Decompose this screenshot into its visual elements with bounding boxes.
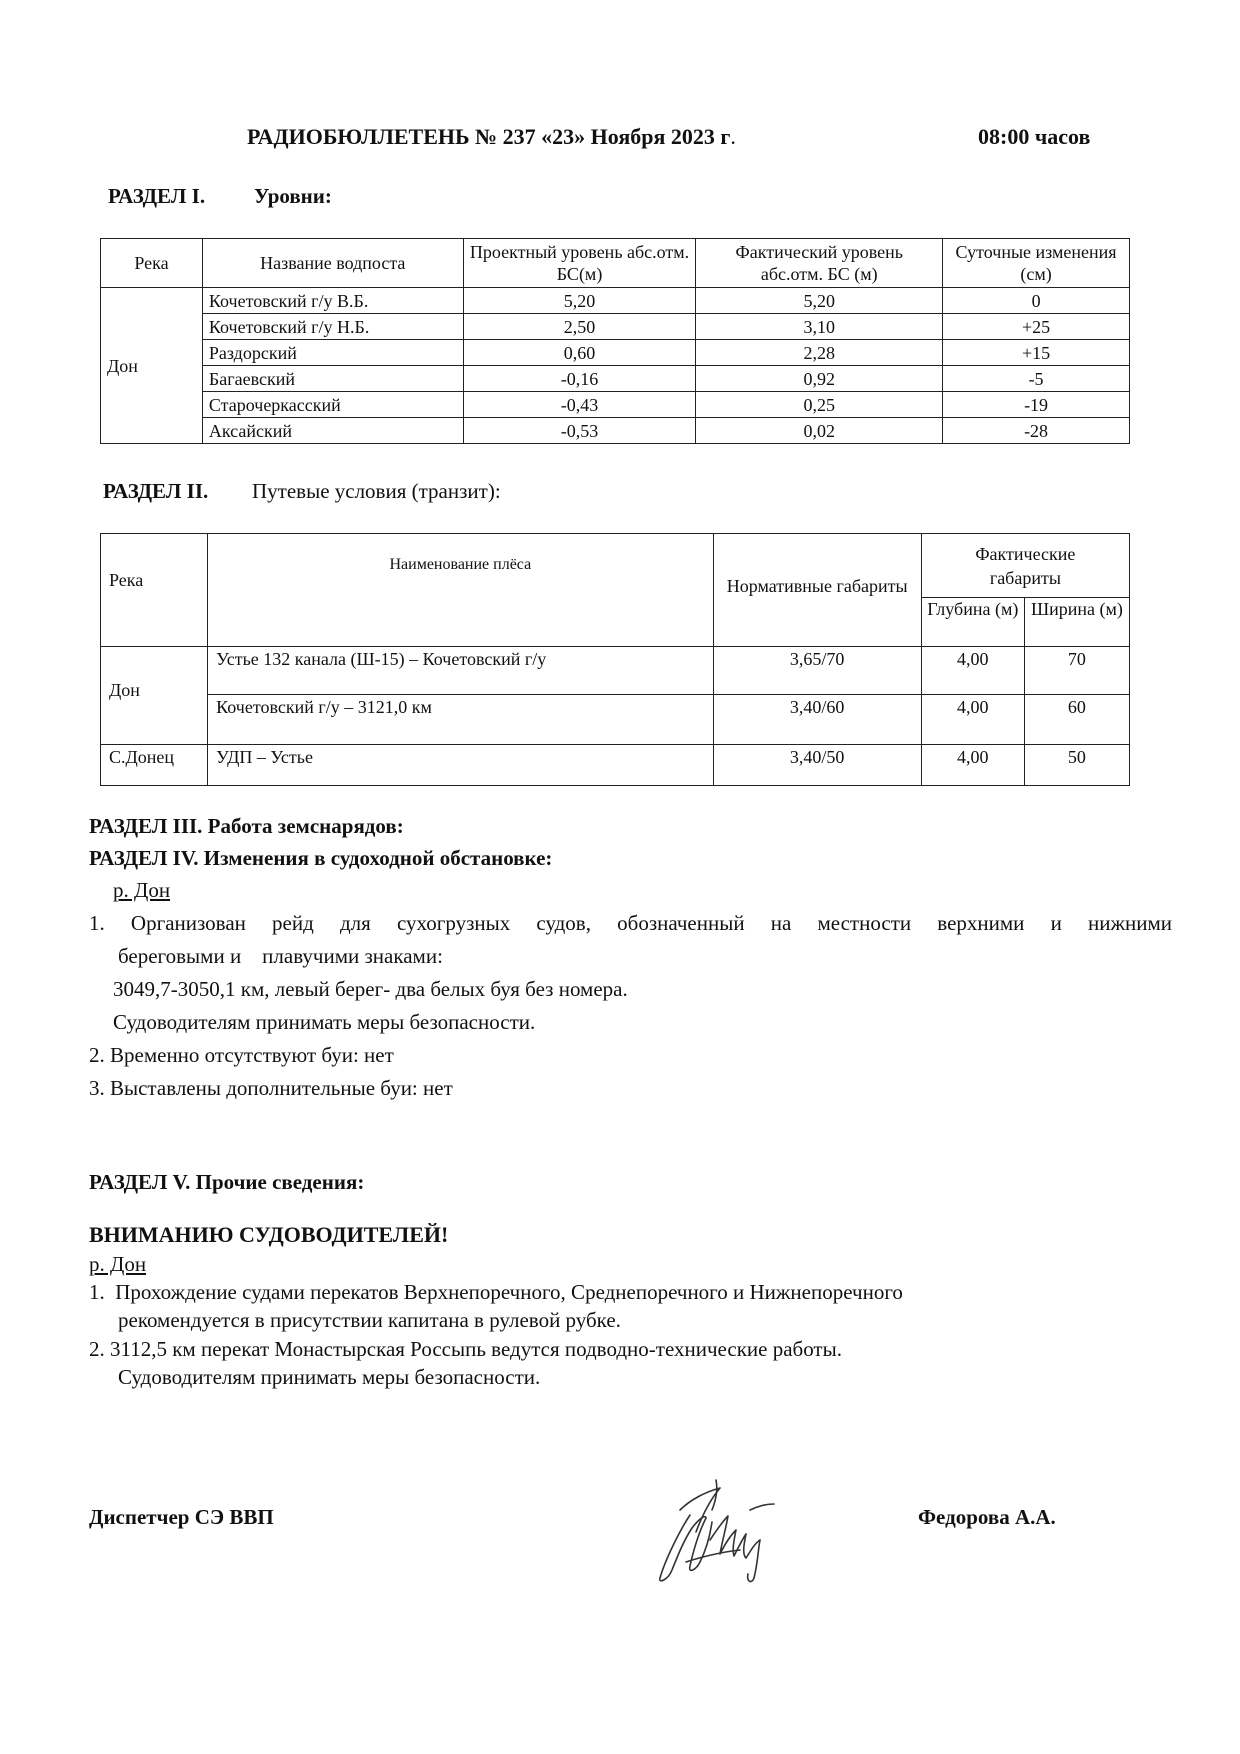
- section1-label: РАЗДЕЛ I.: [108, 184, 206, 208]
- section4-item1-line3: 3049,7-3050,1 км, левый берег- два белых буя без номера.: [113, 977, 628, 1001]
- table-row: [101, 288, 1130, 314]
- section2-label: РАЗДЕЛ II.: [103, 479, 209, 503]
- reach-cell: Устье 132 канала (Ш-15) – Кочетовский г/у: [208, 647, 713, 695]
- attention-item2-line2: Судоводителям принимать меры безопасности.: [118, 1365, 541, 1389]
- width-cell: 70: [1024, 647, 1129, 695]
- col-design-level: Проектный уровень абс.отм. БС(м): [463, 239, 696, 288]
- change-cell: -5: [943, 366, 1130, 392]
- table-row: [101, 340, 1130, 366]
- table-row: [101, 418, 1130, 444]
- normative-cell: 3,65/70: [713, 647, 921, 695]
- reach-cell: Кочетовский г/у – 3121,0 км: [208, 695, 713, 745]
- change-cell: +25: [943, 314, 1130, 340]
- route-table: [100, 533, 1130, 786]
- col-post: Название водпоста: [202, 239, 463, 288]
- change-cell: -19: [943, 392, 1130, 418]
- actual-cell: 2,28: [696, 340, 943, 366]
- section4-item1-line2: береговыми и плавучими знаками:: [118, 944, 443, 968]
- depth-cell: 4,00: [921, 695, 1024, 745]
- table-row: [101, 695, 1130, 745]
- design-cell: 2,50: [463, 314, 696, 340]
- levels-table: [100, 238, 1130, 444]
- section4-item1-line4: Судоводителям принимать меры безопасности.: [113, 1010, 536, 1034]
- actual-cell: 0,02: [696, 418, 943, 444]
- actual-cell: 0,92: [696, 366, 943, 392]
- bulletin-title: РАДИОБЮЛЛЕТЕНЬ № 237 «23» Ноября 2023 г.: [247, 124, 736, 149]
- change-cell: +15: [943, 340, 1130, 366]
- design-cell: -0,16: [463, 366, 696, 392]
- table-row: [101, 647, 1130, 695]
- attention-item1-line1: 1. Прохождение судами перекатов Верхнепоречного, Среднепоречного и Нижнепоречного: [89, 1280, 903, 1304]
- section5-title: РАЗДЕЛ V. Прочие сведения:: [89, 1170, 365, 1194]
- col-actual-level: Фактический уровень абс.отм. БС (м): [696, 239, 943, 288]
- section4-title: РАЗДЕЛ IV. Изменения в судоходной обстановке:: [89, 846, 553, 870]
- depth-cell: 4,00: [921, 745, 1024, 786]
- levels-header-row: [101, 239, 1130, 288]
- actual-cell: 3,10: [696, 314, 943, 340]
- col-reach: Наименование плёса: [208, 534, 713, 647]
- post-cell: Кочетовский г/у В.Б.: [202, 288, 463, 314]
- river-cell: С.Донец: [101, 745, 208, 786]
- normative-cell: 3,40/60: [713, 695, 921, 745]
- col-daily-change: Суточные изменения (см): [943, 239, 1130, 288]
- section3-title: РАЗДЕЛ III. Работа земснарядов:: [89, 814, 404, 838]
- dispatcher-position: Диспетчер СЭ ВВП: [89, 1505, 274, 1529]
- table-row: [101, 366, 1130, 392]
- table-row: [101, 314, 1130, 340]
- table-row: [101, 745, 1130, 786]
- depth-cell: 4,00: [921, 647, 1024, 695]
- design-cell: -0,43: [463, 392, 696, 418]
- post-cell: Багаевский: [202, 366, 463, 392]
- attention-river: р. Дон: [89, 1252, 147, 1276]
- route-header-row: [101, 534, 1130, 598]
- reach-cell: УДП – Устье: [208, 745, 713, 786]
- actual-cell: 5,20: [696, 288, 943, 314]
- section4-river: р. Дон: [113, 878, 171, 902]
- actual-cell: 0,25: [696, 392, 943, 418]
- dispatcher-name: Федорова А.А.: [918, 1505, 1056, 1529]
- normative-cell: 3,40/50: [713, 745, 921, 786]
- col-river: Река: [101, 534, 208, 647]
- section4-item1-line1: 1. Организован рейд для сухогрузных судов, обозначенный на местности верхними и нижними: [89, 911, 1172, 935]
- width-cell: 50: [1024, 745, 1129, 786]
- col-actual: Фактические габариты: [921, 534, 1129, 598]
- section4-item3: 3. Выставлены дополнительные буи: нет: [89, 1076, 453, 1100]
- bulletin-time: 08:00 часов: [978, 124, 1091, 149]
- section4-item2: 2. Временно отсутствуют буи: нет: [89, 1043, 394, 1067]
- change-cell: 0: [943, 288, 1130, 314]
- change-cell: -28: [943, 418, 1130, 444]
- width-cell: 60: [1024, 695, 1129, 745]
- post-cell: Раздорский: [202, 340, 463, 366]
- col-river: Река: [101, 239, 203, 288]
- post-cell: Аксайский: [202, 418, 463, 444]
- col-normative: Нормативные габариты: [713, 534, 921, 647]
- post-cell: Старочеркасский: [202, 392, 463, 418]
- attention-title: ВНИМАНИЮ СУДОВОДИТЕЛЕЙ!: [89, 1222, 449, 1247]
- attention-item1-line2: рекомендуется в присутствии капитана в рулевой рубке.: [118, 1308, 621, 1332]
- attention-item2-line1: 2. 3112,5 км перекат Монастырская Россыпь ведутся подводно-технические работы.: [89, 1337, 842, 1361]
- post-cell: Кочетовский г/у Н.Б.: [202, 314, 463, 340]
- col-depth: Глубина (м): [921, 598, 1024, 647]
- signature-icon: [650, 1470, 800, 1590]
- design-cell: 0,60: [463, 340, 696, 366]
- table-row: [101, 392, 1130, 418]
- section1-title: Уровни:: [254, 184, 332, 208]
- river-cell: Дон: [101, 288, 203, 444]
- river-cell: Дон: [101, 647, 208, 745]
- col-width: Ширина (м): [1024, 598, 1129, 647]
- section2-title: Путевые условия (транзит):: [252, 479, 501, 503]
- design-cell: 5,20: [463, 288, 696, 314]
- design-cell: -0,53: [463, 418, 696, 444]
